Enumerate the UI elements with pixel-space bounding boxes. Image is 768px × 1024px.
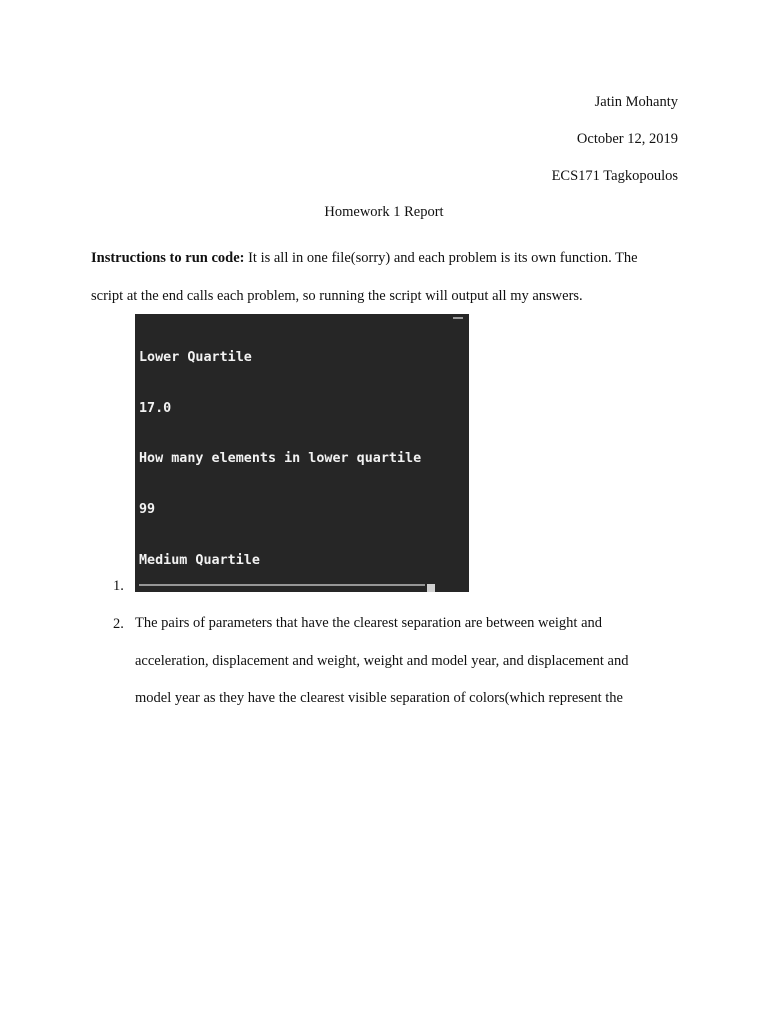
list-number-1: 1. [113,578,124,594]
instructions-label: Instructions to run code: [91,250,245,266]
terminal-line: How many elements in lower quartile [139,451,422,467]
terminal-top-fragment [453,314,463,319]
instructions-paragraph [91,240,681,315]
list-item-2-line: model year as they have the clearest visible separation of colors(which represent the [135,690,623,706]
terminal-line: Medium Quartile [139,552,260,568]
terminal-output [139,316,453,592]
list-number-2: 2. [113,616,124,632]
instructions-line-1: It is all in one file(sorry) and each problem is its own function. The [244,250,638,266]
report-date: October 12, 2019 [576,131,678,147]
report-title: Homework 1 Report [324,204,444,220]
author-name: Jatin Mohanty [594,94,678,110]
terminal-screenshot [135,314,469,592]
terminal-prompt-cutoff [139,584,425,592]
list-item-2-line: acceleration, displacement and weight, weight and model year, and displacement and [135,652,629,669]
course-name: ECS171 Tagkopoulos [551,168,678,184]
terminal-line: Lower Quartile [139,349,252,365]
terminal-cursor [427,584,435,592]
terminal-line: 99 [139,501,156,517]
list-item-2-line: The pairs of parameters that have the clearest separation are between weight and [135,615,603,631]
terminal-line: 17.0 [139,400,172,416]
instructions-line-2: script at the end calls each problem, so running the script will output all my answers. [91,287,583,304]
list-item-2-text [135,605,675,718]
